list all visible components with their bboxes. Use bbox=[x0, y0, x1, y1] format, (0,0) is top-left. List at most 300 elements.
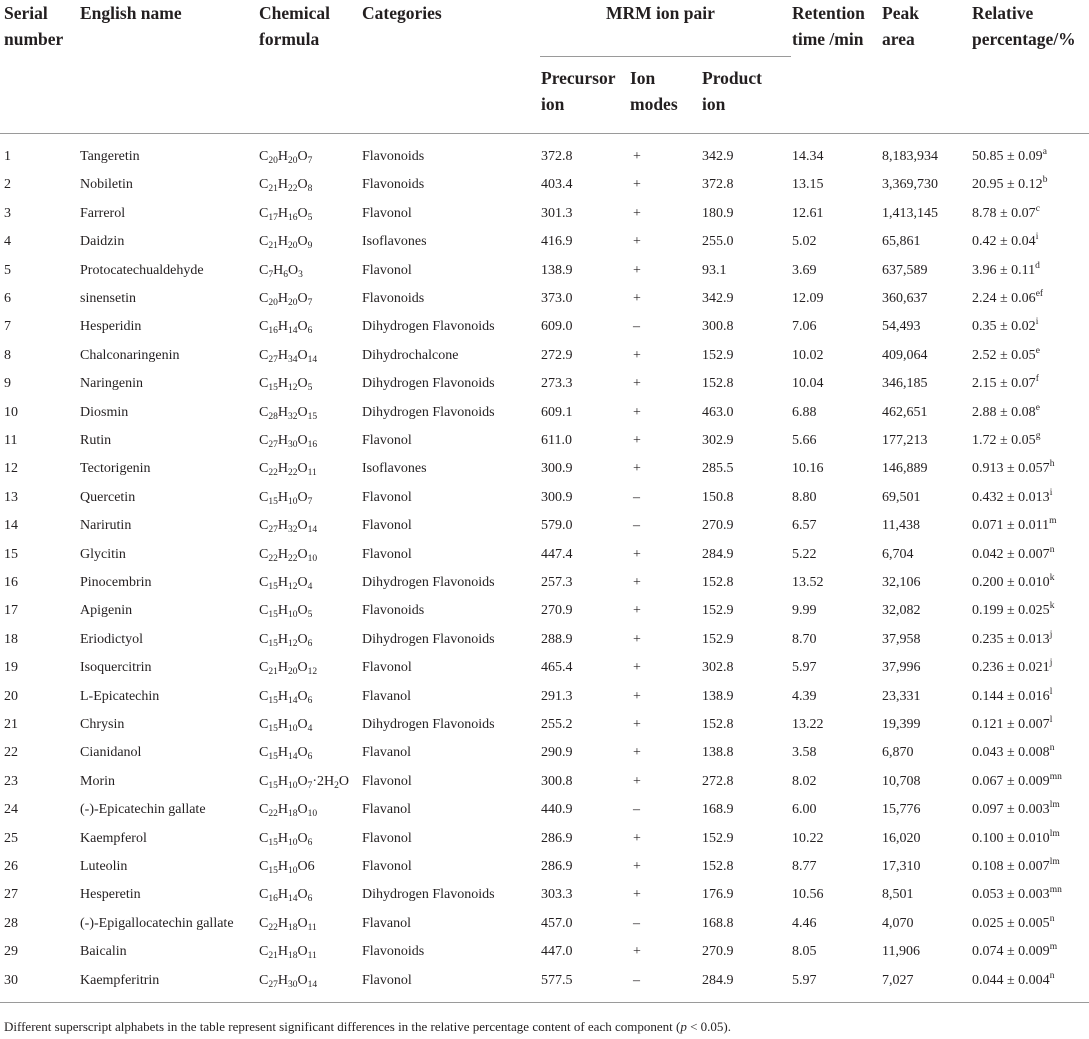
cell-serial: 3 bbox=[4, 205, 11, 221]
header-categories: Categories bbox=[362, 3, 442, 23]
cell-serial: 10 bbox=[4, 404, 18, 420]
cell-precursor-ion: 372.8 bbox=[541, 149, 573, 164]
cell-ion-mode: + bbox=[633, 404, 641, 420]
cell-relative-percentage: $0.044 \pm 0.004^n$ bbox=[972, 970, 1055, 988]
cell-precursor-ion: 611.0 bbox=[541, 433, 572, 448]
cell-category: Dihydrogen Flavonoids bbox=[362, 319, 495, 335]
cell-precursor-ion: 286.9 bbox=[541, 830, 573, 846]
cell-relative-percentage: 50.85 ± 0.09$^a$ bbox=[972, 147, 1047, 164]
cell-ion-mode: + bbox=[633, 433, 641, 448]
cell-ion-mode: + bbox=[633, 291, 641, 306]
cell-ion-mode: + bbox=[633, 376, 641, 392]
cell-english-name: Luteolin bbox=[80, 859, 128, 874]
significance-superscript: l bbox=[1049, 715, 1053, 725]
cell-relative-percentage: 3.96 ± 0.11$^d$ bbox=[972, 260, 1040, 278]
significance-superscript: b bbox=[1042, 175, 1048, 186]
cell-english-name: Glycitin bbox=[80, 546, 126, 562]
cell-product-ion: 150.8 bbox=[702, 489, 734, 505]
significance-superscript: k bbox=[1049, 573, 1055, 583]
cell-peak-area: 8,501 bbox=[882, 887, 914, 903]
cell-product-ion: 342.9 bbox=[702, 291, 734, 306]
cell-serial: 17 bbox=[4, 603, 18, 619]
cell-ion-mode: + bbox=[633, 773, 641, 789]
cell-peak-area: 637,589 bbox=[882, 262, 928, 278]
table-row bbox=[0, 654, 1089, 682]
cell-precursor-ion: 301.3 bbox=[541, 205, 573, 221]
cell-precursor-ion: 416.9 bbox=[541, 234, 573, 250]
cell-chemical-formula: $C_{15}H_{10}O_4$ bbox=[259, 717, 313, 734]
cell-product-ion: 176.9 bbox=[702, 887, 734, 903]
cell-english-name: (-)-Epicatechin gallate bbox=[80, 802, 206, 818]
cell-relative-percentage: 20.95 ± 0.12$^b$ bbox=[972, 175, 1048, 193]
cell-precursor-ion: 447.0 bbox=[541, 944, 573, 960]
cell-retention-time: 9.99 bbox=[792, 603, 817, 619]
table-row bbox=[0, 967, 1089, 995]
cell-ion-mode: + bbox=[633, 603, 641, 619]
cell-serial: 21 bbox=[4, 717, 18, 732]
cell-retention-time: 8.80 bbox=[792, 489, 817, 505]
cell-chemical-formula: $C_{21}H_{20}O_{12}$ bbox=[259, 660, 318, 678]
cell-relative-percentage: $0.074 \pm 0.009^m$ bbox=[972, 942, 1058, 960]
significance-superscript: a bbox=[1042, 147, 1047, 157]
cell-peak-area: 19,399 bbox=[882, 717, 921, 732]
cell-category: Flavanol bbox=[362, 915, 411, 931]
significance-superscript: mn bbox=[1049, 771, 1062, 782]
cell-peak-area: 11,906 bbox=[882, 944, 920, 960]
cell-retention-time: 13.52 bbox=[792, 575, 824, 590]
cell-retention-time: 10.04 bbox=[792, 376, 824, 392]
header-relative-percentage: Relative percentage/% bbox=[972, 3, 1076, 49]
cell-chemical-formula: $C_{27}H_{30}O_{16}$ bbox=[259, 433, 318, 450]
cell-retention-time: 13.15 bbox=[792, 177, 824, 193]
significance-superscript: m bbox=[1049, 516, 1057, 527]
cell-peak-area: 11,438 bbox=[882, 518, 920, 534]
cell-category: Dihydrochalcone bbox=[362, 347, 459, 363]
cell-retention-time: 6.00 bbox=[792, 802, 817, 818]
cell-peak-area: 1,413,145 bbox=[882, 205, 938, 221]
header-product-ion: Product ion bbox=[702, 68, 762, 114]
significance-superscript: h bbox=[1049, 459, 1055, 470]
cell-product-ion: 272.8 bbox=[702, 773, 734, 789]
cell-chemical-formula: $C_{15}H_{14}O_6$ bbox=[259, 745, 313, 763]
cell-serial: 18 bbox=[4, 631, 18, 647]
significance-superscript: i bbox=[1049, 487, 1053, 498]
cell-peak-area: 177,213 bbox=[882, 433, 928, 448]
cell-precursor-ion: 257.3 bbox=[541, 575, 573, 590]
cell-product-ion: 168.9 bbox=[702, 802, 734, 818]
cell-relative-percentage: $0.067 \pm 0.009^{mn}$ bbox=[972, 771, 1062, 789]
mrm-group-rule bbox=[540, 56, 791, 57]
table-row bbox=[0, 626, 1089, 654]
cell-relative-percentage: $0.042 \pm 0.007^n$ bbox=[972, 544, 1055, 562]
cell-product-ion: 302.8 bbox=[702, 660, 734, 676]
cell-retention-time: 13.22 bbox=[792, 717, 824, 732]
significance-superscript: m bbox=[1049, 942, 1058, 953]
cell-product-ion: 284.9 bbox=[702, 972, 734, 988]
cell-chemical-formula: $C_{27}H_{34}O_{14}$ bbox=[259, 347, 318, 365]
cell-english-name: Naringenin bbox=[80, 376, 143, 392]
cell-relative-percentage: $0.42 \pm 0.04^i$ bbox=[972, 232, 1039, 250]
cell-ion-mode: – bbox=[633, 972, 640, 988]
table-row bbox=[0, 228, 1089, 256]
cell-peak-area: 8,183,934 bbox=[882, 149, 938, 164]
cell-category: Dihydrogen Flavonoids bbox=[362, 631, 495, 647]
cell-precursor-ion: 290.9 bbox=[541, 745, 573, 761]
cell-relative-percentage: $0.097 \pm 0.003^{lm}$ bbox=[972, 800, 1060, 818]
cell-precursor-ion: 577.5 bbox=[541, 972, 573, 988]
cell-english-name: Quercetin bbox=[80, 489, 136, 505]
cell-precursor-ion: 447.4 bbox=[541, 546, 573, 562]
cell-serial: 1 bbox=[4, 149, 11, 164]
cell-category: Dihydrogen Flavonoids bbox=[362, 717, 495, 732]
cell-serial: 20 bbox=[4, 688, 18, 704]
cell-peak-area: 409,064 bbox=[882, 347, 928, 363]
cell-precursor-ion: 272.9 bbox=[541, 347, 573, 363]
cell-product-ion: 300.8 bbox=[702, 319, 734, 335]
cell-english-name: Chrysin bbox=[80, 717, 125, 732]
cell-ion-mode: + bbox=[633, 717, 641, 732]
cell-peak-area: 16,020 bbox=[882, 830, 921, 846]
cell-relative-percentage: $0.108 \pm 0.007^{lm}$ bbox=[972, 857, 1060, 874]
significance-superscript: e bbox=[1035, 402, 1040, 413]
cell-relative-percentage: 2.15 ± 0.07$^f$ bbox=[972, 374, 1039, 392]
cell-english-name: Tangeretin bbox=[80, 149, 140, 164]
cell-relative-percentage: $0.025 \pm 0.005^n$ bbox=[972, 913, 1055, 931]
cell-category: Isoflavones bbox=[362, 234, 427, 250]
cell-chemical-formula: $C_{15}H_{12}O_4$ bbox=[259, 575, 313, 592]
cell-serial: 23 bbox=[4, 773, 18, 789]
cell-chemical-formula: $C_{21}H_{22}O_8$ bbox=[259, 177, 313, 195]
cell-precursor-ion: 300.8 bbox=[541, 773, 573, 789]
table-row bbox=[0, 597, 1089, 625]
cell-peak-area: 23,331 bbox=[882, 688, 921, 704]
cell-chemical-formula: $C_{22}H_{18}O_{11}$ bbox=[259, 915, 317, 933]
header-ion-modes: Ion modes bbox=[630, 68, 678, 114]
cell-retention-time: 7.06 bbox=[792, 319, 817, 335]
cell-serial: 5 bbox=[4, 262, 11, 278]
cell-serial: 2 bbox=[4, 177, 11, 193]
cell-product-ion: 270.9 bbox=[702, 944, 734, 960]
cell-retention-time: 8.02 bbox=[792, 773, 817, 789]
cell-category: Dihydrogen Flavonoids bbox=[362, 887, 495, 903]
cell-ion-mode: + bbox=[633, 262, 641, 278]
cell-retention-time: 5.66 bbox=[792, 433, 817, 448]
cell-peak-area: 37,996 bbox=[882, 660, 921, 676]
cell-peak-area: 32,106 bbox=[882, 575, 921, 590]
cell-precursor-ion: 579.0 bbox=[541, 518, 573, 534]
cell-category: Flavonoids bbox=[362, 149, 425, 164]
cell-ion-mode: + bbox=[633, 745, 641, 761]
cell-product-ion: 284.9 bbox=[702, 546, 734, 562]
cell-category: Isoflavones bbox=[362, 461, 427, 477]
cell-product-ion: 180.9 bbox=[702, 205, 734, 221]
cell-category: Flavonoids bbox=[362, 603, 425, 619]
cell-serial: 19 bbox=[4, 660, 18, 676]
header-mrm-ion-pair: MRM ion pair bbox=[606, 3, 715, 23]
cell-serial: 11 bbox=[4, 433, 18, 448]
cell-peak-area: 69,501 bbox=[882, 489, 921, 505]
cell-ion-mode: + bbox=[633, 830, 641, 846]
table-row bbox=[0, 171, 1089, 199]
cell-category: Flavonoids bbox=[362, 944, 425, 960]
cell-relative-percentage: 2.88 ± 0.08$^e$ bbox=[972, 402, 1040, 420]
cell-precursor-ion: 609.1 bbox=[541, 404, 573, 420]
cell-product-ion: 285.5 bbox=[702, 461, 734, 477]
cell-retention-time: 5.02 bbox=[792, 234, 817, 250]
cell-chemical-formula: $C_{15}H_{10}O_6$ bbox=[259, 830, 313, 848]
cell-chemical-formula: $C_{15}H_{10}O_5$ bbox=[259, 603, 313, 621]
significance-superscript: j bbox=[1049, 658, 1053, 669]
cell-precursor-ion: 403.4 bbox=[541, 177, 573, 193]
cell-serial: 30 bbox=[4, 972, 18, 988]
cell-ion-mode: + bbox=[633, 205, 641, 221]
cell-product-ion: 372.8 bbox=[702, 177, 734, 193]
cell-ion-mode: + bbox=[633, 631, 641, 647]
cell-serial: 16 bbox=[4, 575, 18, 590]
table-row bbox=[0, 484, 1089, 512]
cell-serial: 9 bbox=[4, 376, 11, 392]
cell-category: Flavonol bbox=[362, 546, 412, 562]
cell-relative-percentage: 1.72 ± 0.05$^g$ bbox=[972, 431, 1041, 448]
cell-category: Flavonol bbox=[362, 859, 412, 874]
cell-english-name: Protocatechualdehyde bbox=[80, 262, 204, 278]
cell-relative-percentage: $0.35 \pm 0.02^i$ bbox=[972, 317, 1039, 335]
cell-ion-mode: – bbox=[633, 915, 640, 931]
cell-peak-area: 17,310 bbox=[882, 859, 921, 874]
table-row bbox=[0, 825, 1089, 853]
significance-superscript: ef bbox=[1035, 289, 1044, 299]
cell-peak-area: 4,070 bbox=[882, 915, 914, 931]
cell-retention-time: 3.69 bbox=[792, 262, 817, 278]
cell-precursor-ion: 288.9 bbox=[541, 631, 573, 647]
cell-peak-area: 7,027 bbox=[882, 972, 914, 988]
cell-peak-area: 65,861 bbox=[882, 234, 921, 250]
table-row bbox=[0, 200, 1089, 228]
cell-product-ion: 255.0 bbox=[702, 234, 734, 250]
table-bottom-rule bbox=[0, 1002, 1089, 1003]
table-row bbox=[0, 881, 1089, 909]
cell-ion-mode: + bbox=[633, 859, 641, 874]
cell-ion-mode: – bbox=[633, 802, 640, 818]
cell-english-name: Nobiletin bbox=[80, 177, 133, 193]
cell-category: Dihydrogen Flavonoids bbox=[362, 376, 495, 392]
significance-superscript: d bbox=[1035, 260, 1040, 271]
cell-retention-time: 5.22 bbox=[792, 546, 817, 562]
cell-retention-time: 12.61 bbox=[792, 205, 824, 221]
cell-serial: 22 bbox=[4, 745, 18, 761]
cell-retention-time: 14.34 bbox=[792, 149, 824, 164]
cell-chemical-formula: $C_{27}H_{30}O_{14}$ bbox=[259, 972, 318, 990]
cell-relative-percentage: $0.043 \pm 0.008^n$ bbox=[972, 743, 1055, 761]
cell-chemical-formula: $C_{15}H_{14}O_6$ bbox=[259, 688, 313, 706]
cell-product-ion: 152.8 bbox=[702, 575, 734, 590]
significance-superscript: lm bbox=[1049, 857, 1060, 867]
table-row bbox=[0, 910, 1089, 938]
cell-precursor-ion: 300.9 bbox=[541, 461, 573, 477]
cell-relative-percentage: $0.053 \pm 0.003^{mn}$ bbox=[972, 885, 1062, 903]
cell-chemical-formula: $C_{15}H_{10}O_7$ bbox=[259, 489, 313, 507]
cell-category: Flavonol bbox=[362, 262, 412, 278]
cell-relative-percentage: $0.235 \pm 0.013^j$ bbox=[972, 629, 1053, 647]
cell-relative-percentage: 2.24 ± 0.06$^{ef}$ bbox=[972, 289, 1044, 306]
cell-retention-time: 12.09 bbox=[792, 291, 824, 306]
cell-english-name: Pinocembrin bbox=[80, 575, 152, 590]
cell-category: Flavanol bbox=[362, 802, 411, 818]
cell-serial: 29 bbox=[4, 944, 18, 960]
table-row bbox=[0, 569, 1089, 597]
cell-english-name: Chalconaringenin bbox=[80, 347, 180, 363]
table-footnote: Different superscript alphabets in the table represent significant differences in the relative percentage content of each component (p < 0.05). bbox=[4, 1019, 731, 1034]
cell-relative-percentage: $0.071 \pm 0.011^m$ bbox=[972, 516, 1057, 534]
cell-product-ion: 152.8 bbox=[702, 376, 734, 392]
cell-ion-mode: – bbox=[633, 489, 640, 505]
significance-superscript: e bbox=[1035, 345, 1040, 356]
cell-peak-area: 346,185 bbox=[882, 376, 928, 392]
cell-category: Flavonol bbox=[362, 205, 412, 221]
header-english-name: English name bbox=[80, 3, 182, 23]
cell-chemical-formula: $C_7H_6O_3$ bbox=[259, 262, 303, 280]
cell-retention-time: 4.39 bbox=[792, 688, 817, 704]
significance-superscript: g bbox=[1035, 431, 1041, 441]
cell-english-name: Eriodictyol bbox=[80, 631, 143, 647]
cell-category: Dihydrogen Flavonoids bbox=[362, 575, 495, 590]
cell-peak-area: 15,776 bbox=[882, 802, 921, 818]
cell-peak-area: 360,637 bbox=[882, 291, 928, 306]
significance-superscript: n bbox=[1049, 743, 1055, 754]
cell-ion-mode: + bbox=[633, 347, 641, 363]
cell-english-name: Kaempferitrin bbox=[80, 972, 160, 988]
cell-category: Flavonol bbox=[362, 773, 412, 789]
significance-superscript: f bbox=[1035, 374, 1039, 385]
cell-chemical-formula: $C_{20}H_{20}O_7$ bbox=[259, 291, 313, 308]
cell-chemical-formula: $C_{15}H_{12}O_6$ bbox=[259, 631, 313, 649]
cell-chemical-formula: $C_{22}H_{18}O_{10}$ bbox=[259, 802, 318, 820]
cell-product-ion: 152.8 bbox=[702, 717, 734, 732]
cell-english-name: sinensetin bbox=[80, 291, 136, 306]
cell-category: Flavonol bbox=[362, 489, 412, 505]
cell-english-name: Hesperidin bbox=[80, 319, 142, 335]
table-row bbox=[0, 853, 1089, 881]
cell-retention-time: 10.56 bbox=[792, 887, 824, 903]
cell-precursor-ion: 286.9 bbox=[541, 859, 573, 874]
table-row bbox=[0, 399, 1089, 427]
table-row bbox=[0, 257, 1089, 285]
cell-relative-percentage: $0.200 \pm 0.010^k$ bbox=[972, 573, 1055, 590]
cell-chemical-formula: $C_{15}H_{10}O6$ bbox=[259, 859, 315, 876]
cell-product-ion: 138.8 bbox=[702, 745, 734, 761]
significance-superscript: i bbox=[1035, 232, 1039, 243]
cell-peak-area: 10,708 bbox=[882, 773, 921, 789]
cell-precursor-ion: 291.3 bbox=[541, 688, 573, 704]
cell-ion-mode: – bbox=[633, 518, 640, 534]
cell-chemical-formula: $C_{22}H_{22}O_{10}$ bbox=[259, 546, 318, 564]
cell-category: Flavonol bbox=[362, 518, 412, 534]
cell-category: Flavonol bbox=[362, 433, 412, 448]
significance-superscript: j bbox=[1049, 629, 1053, 640]
cell-product-ion: 138.9 bbox=[702, 688, 734, 704]
significance-superscript: n bbox=[1049, 913, 1055, 924]
cell-peak-area: 146,889 bbox=[882, 461, 928, 477]
cell-serial: 14 bbox=[4, 518, 18, 534]
cell-chemical-formula: $C_{28}H_{32}O_{15}$ bbox=[259, 404, 318, 422]
cell-ion-mode: + bbox=[633, 688, 641, 704]
cell-ion-mode: + bbox=[633, 575, 641, 590]
cell-product-ion: 168.8 bbox=[702, 915, 734, 931]
cell-retention-time: 8.77 bbox=[792, 859, 817, 874]
cell-peak-area: 3,369,730 bbox=[882, 177, 938, 193]
cell-ion-mode: + bbox=[633, 944, 641, 960]
cell-category: Flavanol bbox=[362, 745, 411, 761]
table-row bbox=[0, 768, 1089, 796]
cell-peak-area: 6,870 bbox=[882, 745, 914, 761]
cell-english-name: L-Epicatechin bbox=[80, 688, 160, 704]
cell-product-ion: 342.9 bbox=[702, 149, 734, 164]
cell-peak-area: 462,651 bbox=[882, 404, 928, 420]
cell-peak-area: 37,958 bbox=[882, 631, 921, 647]
table-row bbox=[0, 313, 1089, 341]
cell-precursor-ion: 255.2 bbox=[541, 717, 573, 732]
cell-english-name: Tectorigenin bbox=[80, 461, 151, 477]
cell-category: Dihydrogen Flavonoids bbox=[362, 404, 495, 420]
cell-precursor-ion: 270.9 bbox=[541, 603, 573, 619]
cell-chemical-formula: $C_{17}H_{16}O_5$ bbox=[259, 205, 313, 223]
cell-english-name: Hesperetin bbox=[80, 887, 141, 903]
significance-superscript: mn bbox=[1049, 885, 1062, 896]
significance-superscript: n bbox=[1049, 970, 1055, 981]
cell-serial: 28 bbox=[4, 915, 18, 931]
cell-serial: 27 bbox=[4, 887, 18, 903]
cell-chemical-formula: $C_{16}H_{14}O_6$ bbox=[259, 319, 313, 337]
table-row bbox=[0, 739, 1089, 767]
cell-ion-mode: + bbox=[633, 887, 641, 903]
significance-superscript: i bbox=[1035, 317, 1039, 328]
cell-peak-area: 32,082 bbox=[882, 603, 921, 619]
cell-serial: 12 bbox=[4, 461, 18, 477]
cell-retention-time: 5.97 bbox=[792, 660, 817, 676]
table-row bbox=[0, 938, 1089, 966]
significance-superscript: k bbox=[1049, 601, 1055, 612]
cell-english-name: (-)-Epigallocatechin gallate bbox=[80, 915, 234, 931]
cell-relative-percentage: $0.144 \pm 0.016^l$ bbox=[972, 686, 1053, 704]
table-row bbox=[0, 683, 1089, 711]
cell-peak-area: 54,493 bbox=[882, 319, 921, 335]
cell-product-ion: 302.9 bbox=[702, 433, 734, 448]
table-row bbox=[0, 711, 1089, 739]
cell-relative-percentage: $0.199 \pm 0.025^k$ bbox=[972, 601, 1055, 619]
table-row bbox=[0, 143, 1089, 171]
cell-chemical-formula: $C_{21}H_{20}O_9$ bbox=[259, 234, 313, 252]
cell-precursor-ion: 440.9 bbox=[541, 802, 573, 818]
cell-relative-percentage: $0.236 \pm 0.021^j$ bbox=[972, 658, 1053, 676]
cell-ion-mode: + bbox=[633, 461, 641, 477]
cell-english-name: Kaempferol bbox=[80, 830, 147, 846]
header-chemical-formula: Chemical formula bbox=[259, 3, 330, 49]
cell-serial: 4 bbox=[4, 234, 11, 250]
cell-serial: 13 bbox=[4, 489, 18, 505]
header-serial-number: Serial number bbox=[4, 3, 64, 49]
cell-precursor-ion: 300.9 bbox=[541, 489, 573, 505]
cell-relative-percentage: 2.52 ± 0.05$^e$ bbox=[972, 345, 1040, 363]
cell-category: Flavonol bbox=[362, 830, 412, 846]
cell-chemical-formula: $C_{16}H_{14}O_6$ bbox=[259, 887, 313, 905]
cell-serial: 24 bbox=[4, 802, 18, 818]
cell-serial: 6 bbox=[4, 291, 11, 306]
cell-category: Flavonoids bbox=[362, 291, 425, 306]
cell-retention-time: 8.05 bbox=[792, 944, 817, 960]
cell-serial: 8 bbox=[4, 347, 11, 363]
cell-relative-percentage: $0.432 \pm 0.013^i$ bbox=[972, 487, 1053, 505]
cell-retention-time: 6.57 bbox=[792, 518, 817, 534]
